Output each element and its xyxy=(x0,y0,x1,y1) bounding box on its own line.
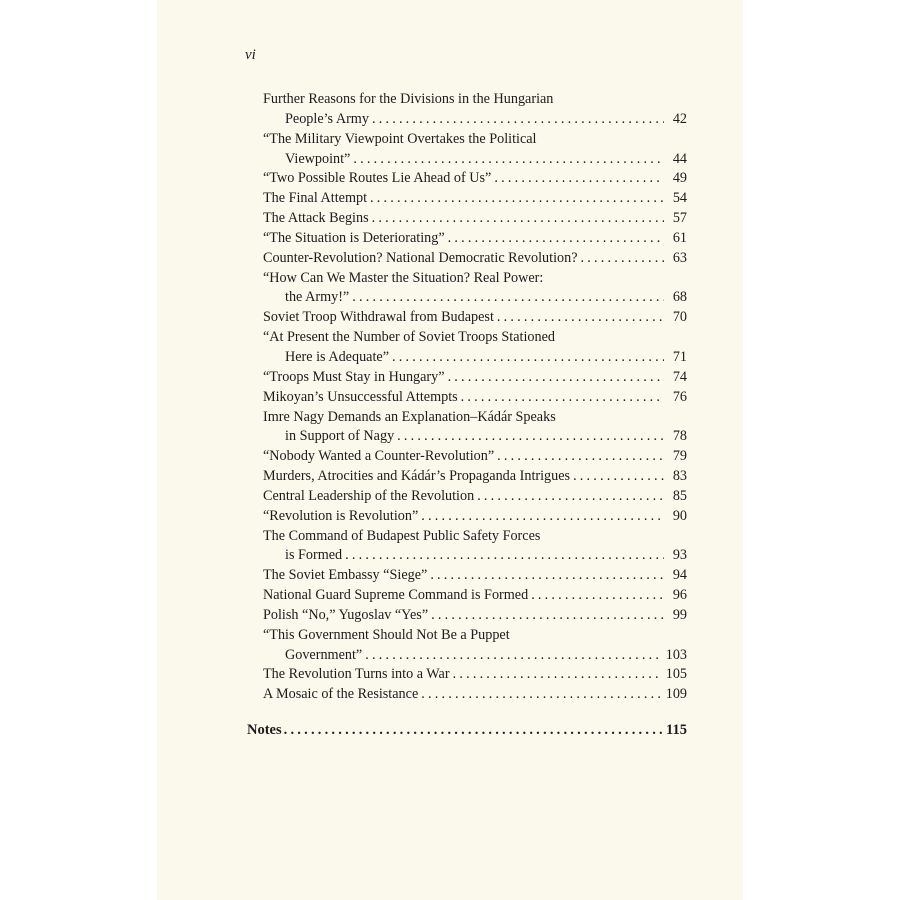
toc-entry[interactable] xyxy=(263,467,687,487)
toc-entry[interactable] xyxy=(263,269,687,309)
toc-entry-title: Imre Nagy Demands an Explanation–Kádár Speaks xyxy=(263,408,556,425)
dot-leader xyxy=(448,368,664,388)
dot-leader xyxy=(453,665,661,685)
toc-entry[interactable] xyxy=(263,90,687,130)
toc-entry-title: Soviet Troop Withdrawal from Budapest xyxy=(263,309,494,326)
toc-entry-line xyxy=(263,527,687,547)
toc-entry[interactable] xyxy=(263,209,687,229)
toc-entry[interactable] xyxy=(263,586,687,606)
dot-leader xyxy=(352,288,664,308)
toc-entry-line xyxy=(263,427,687,447)
toc-entry-title: “At Present the Number of Soviet Troops Stationed xyxy=(263,329,556,346)
toc-entry-page: 70 xyxy=(672,309,687,326)
toc-entry-line xyxy=(263,507,687,527)
dot-leader xyxy=(284,722,662,739)
dot-leader xyxy=(397,427,664,447)
toc-entry-title: Central Leadership of the Revolution xyxy=(263,487,475,504)
dot-leader xyxy=(573,467,664,487)
toc-entry-title: National Guard Supreme Command is Formed xyxy=(263,587,529,604)
dot-leader xyxy=(477,487,664,507)
toc-entry[interactable] xyxy=(263,507,687,527)
toc-entry-page: 93 xyxy=(672,547,687,564)
toc-entry-page: 68 xyxy=(672,289,687,306)
toc-entry[interactable] xyxy=(263,328,687,368)
toc-entry-page: 94 xyxy=(672,567,687,584)
toc-entry-page: 79 xyxy=(672,448,687,465)
toc-entry[interactable] xyxy=(263,249,687,269)
dot-leader xyxy=(421,507,664,527)
toc-entry-page: 90 xyxy=(672,507,687,524)
toc-entry-page: 105 xyxy=(665,666,687,683)
toc-entry-line xyxy=(263,368,687,388)
toc-entry-line xyxy=(247,722,687,739)
toc-entry-page: 49 xyxy=(672,170,687,187)
toc-entry-line xyxy=(263,229,687,249)
toc-entry-page: 115 xyxy=(666,722,687,738)
toc-entry-title: Here is Adequate” xyxy=(285,348,389,365)
toc-entry-title: Murders, Atrocities and Kádár’s Propaganda Intrigues xyxy=(263,468,571,485)
toc-notes-entry[interactable] xyxy=(247,722,687,739)
toc-entry[interactable] xyxy=(263,408,687,448)
toc-entry-line xyxy=(263,606,687,626)
toc-entry[interactable] xyxy=(263,308,687,328)
toc-entry-page: 109 xyxy=(665,686,687,703)
toc-entry-line xyxy=(263,388,687,408)
toc-entry-title: Polish “No,” Yugoslav “Yes” xyxy=(263,606,429,623)
toc-entry-line xyxy=(263,110,687,130)
toc-entry[interactable] xyxy=(263,189,687,209)
dot-leader xyxy=(497,447,664,467)
toc-entry-title: is Formed xyxy=(285,547,343,564)
toc-entry-page: 42 xyxy=(672,110,687,127)
toc-entry-title: People’s Army xyxy=(285,110,369,127)
dot-leader xyxy=(461,388,664,408)
dot-leader xyxy=(431,606,664,626)
toc-entry[interactable] xyxy=(263,388,687,408)
toc-entry-page: 99 xyxy=(672,606,687,623)
toc-entry-line xyxy=(263,348,687,368)
toc-entry-line xyxy=(263,249,687,269)
toc-entry-line xyxy=(263,189,687,209)
toc-entry-line xyxy=(263,288,687,308)
toc-entry-title: Counter-Revolution? National Democratic Revolution? xyxy=(263,249,578,266)
toc-entry-title: Viewpoint” xyxy=(285,150,351,167)
toc-entry[interactable] xyxy=(263,566,687,586)
toc-entry[interactable] xyxy=(263,626,687,666)
toc-entry-line xyxy=(263,586,687,606)
toc-entry-title: the Army!” xyxy=(285,289,350,306)
toc-entry-page: 71 xyxy=(672,348,687,365)
toc-entry[interactable] xyxy=(263,487,687,507)
toc-entry-page: 54 xyxy=(672,190,687,207)
toc-entry[interactable] xyxy=(263,527,687,567)
toc-entry[interactable] xyxy=(263,665,687,685)
toc-entry[interactable] xyxy=(263,685,687,705)
toc-entry[interactable] xyxy=(263,368,687,388)
toc-entry-line xyxy=(263,626,687,646)
dot-leader xyxy=(365,646,661,666)
toc-entry-title: “Nobody Wanted a Counter-Revolution” xyxy=(263,448,495,465)
toc-entry-title: The Soviet Embassy “Siege” xyxy=(263,567,428,584)
toc-entry-line xyxy=(263,646,687,666)
toc-entry-page: 76 xyxy=(672,388,687,405)
toc-entry-page: 57 xyxy=(672,210,687,227)
toc-entry-line xyxy=(263,130,687,150)
toc-entry-line xyxy=(263,169,687,189)
toc-entry-title: The Final Attempt xyxy=(263,190,368,207)
dot-leader xyxy=(345,546,664,566)
toc-entry-line xyxy=(263,546,687,566)
dot-leader xyxy=(353,150,664,170)
toc-entry-title: Government” xyxy=(285,646,363,663)
table-of-contents xyxy=(263,90,687,705)
toc-entry-line xyxy=(263,328,687,348)
toc-entry[interactable] xyxy=(263,606,687,626)
toc-entry-title: Mikoyan’s Unsuccessful Attempts xyxy=(263,388,458,405)
dot-leader xyxy=(497,308,664,328)
dot-leader xyxy=(372,110,664,130)
toc-entry-title: The Revolution Turns into a War xyxy=(263,666,450,683)
toc-entry-line xyxy=(263,665,687,685)
toc-entry-line xyxy=(263,487,687,507)
toc-entry-page: 85 xyxy=(672,487,687,504)
toc-entry-page: 63 xyxy=(672,249,687,266)
toc-entry[interactable] xyxy=(263,130,687,170)
toc-entry-page: 103 xyxy=(665,646,687,663)
dot-leader xyxy=(421,685,660,705)
toc-entry-page: 96 xyxy=(672,587,687,604)
toc-entry-line xyxy=(263,685,687,705)
toc-entry-title: “How Can We Master the Situation? Real Power: xyxy=(263,269,544,286)
toc-entry-title: “The Military Viewpoint Overtakes the Political xyxy=(263,130,537,147)
toc-entry-line xyxy=(263,566,687,586)
dot-leader xyxy=(370,189,664,209)
toc-entry[interactable] xyxy=(263,169,687,189)
toc-entry-page: 78 xyxy=(672,428,687,445)
toc-entry-page: 83 xyxy=(672,468,687,485)
toc-entry-line xyxy=(263,90,687,110)
dot-leader xyxy=(448,229,664,249)
dot-leader xyxy=(372,209,664,229)
toc-entry-line xyxy=(263,150,687,170)
page-number: vi xyxy=(245,47,256,63)
toc-entry-line xyxy=(263,308,687,328)
dot-leader xyxy=(581,249,664,269)
toc-entry-line xyxy=(263,467,687,487)
toc-entry-line xyxy=(263,408,687,428)
dot-leader xyxy=(430,566,664,586)
book-page xyxy=(157,0,743,900)
dot-leader xyxy=(392,348,664,368)
toc-entry[interactable] xyxy=(263,229,687,249)
toc-entry-title: “Two Possible Routes Lie Ahead of Us” xyxy=(263,170,492,187)
toc-entry-line xyxy=(263,447,687,467)
toc-entry-title: The Command of Budapest Public Safety Forces xyxy=(263,527,541,544)
toc-entry-page: 61 xyxy=(672,229,687,246)
toc-entry-line xyxy=(263,209,687,229)
toc-entry-page: 44 xyxy=(672,150,687,167)
toc-entry-title: “This Government Should Not Be a Puppet xyxy=(263,626,510,643)
toc-entry-title: “Troops Must Stay in Hungary” xyxy=(263,368,445,385)
toc-entry-page: 74 xyxy=(672,368,687,385)
toc-entry-title: “The Situation is Deteriorating” xyxy=(263,229,445,246)
toc-entry-title: Notes xyxy=(247,722,282,738)
toc-entry-title: Further Reasons for the Divisions in the Hungarian xyxy=(263,91,554,107)
toc-entry-title: The Attack Begins xyxy=(263,210,369,227)
toc-entry-title: in Support of Nagy xyxy=(285,428,395,445)
toc-entry-title: A Mosaic of the Resistance xyxy=(263,686,419,703)
dot-leader xyxy=(494,169,664,189)
toc-entry[interactable] xyxy=(263,447,687,467)
toc-entry-line xyxy=(263,269,687,289)
dot-leader xyxy=(531,586,664,606)
toc-entry-title: “Revolution is Revolution” xyxy=(263,507,419,524)
